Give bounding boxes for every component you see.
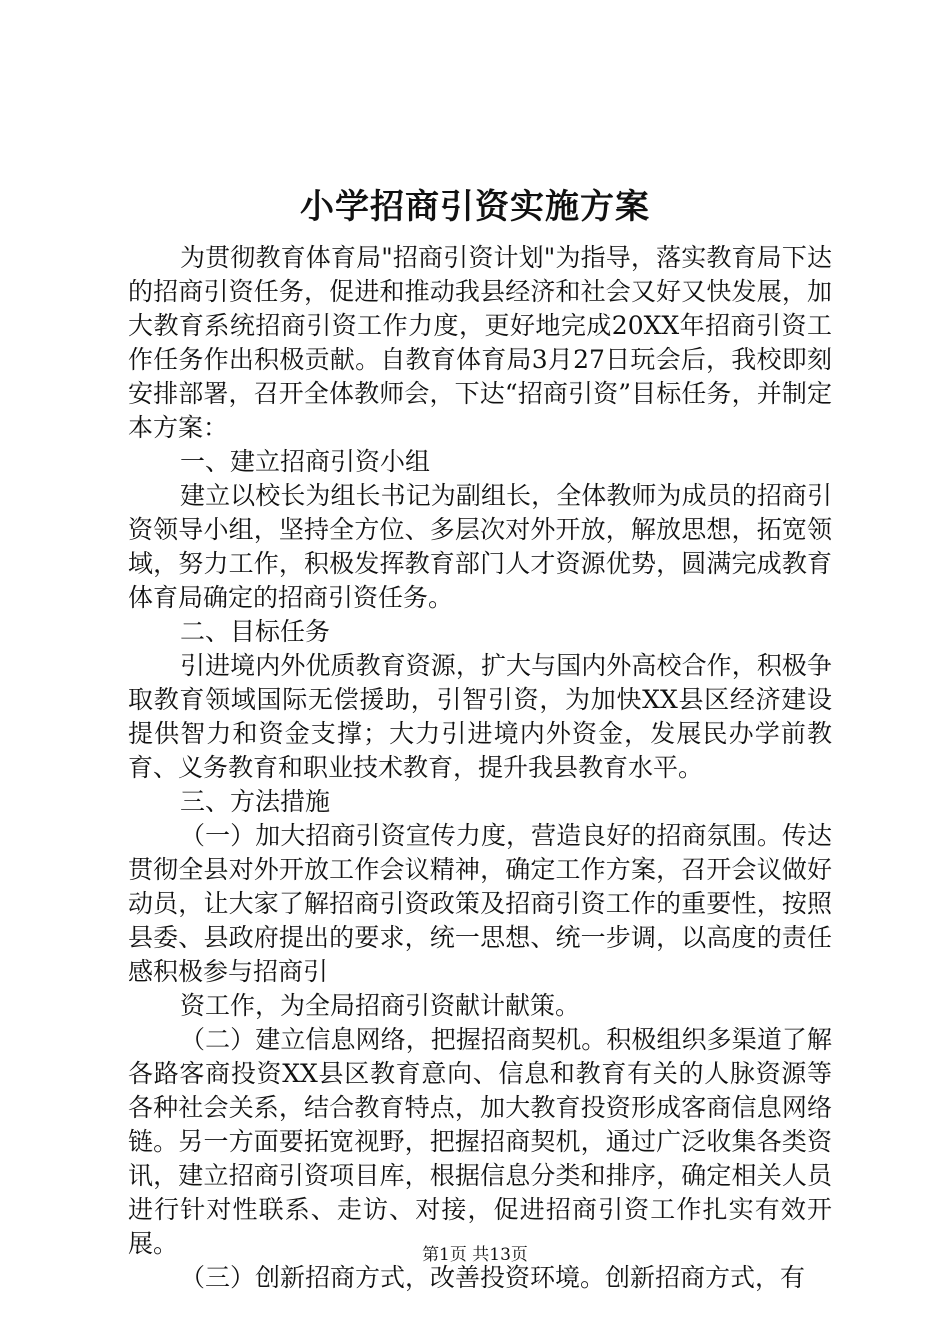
paragraph-measure-1: （一）加大招商引资宣传力度，营造良好的招商氛围。传达贯彻全县对外开放工作会议精神，确定工作方案，召开会议做好动员，让大家了解招商引资政策及招商引资工作的重要性，按照县委、县政府提出的要求，统一思想、统一步调，以高度的责任感积极参与招商引 <box>128 821 832 986</box>
paragraph-intro: 为贯彻教育体育局"招商引资计划"为指导，落实教育局下达的招商引资任务，促进和推动我县经济和社会又好又快发展，加大教育系统招商引资工作力度，更好地完成20XX年招商引资工作任务作出积极贡献。自教育体育局3月27日玩会后，我校即刻安排部署，召开全体教师会，下达“招商引资”目标任务，并制定本方案： <box>128 243 832 442</box>
document-body <box>128 241 832 1295</box>
section-heading-2: 二、目标任务 <box>180 617 331 646</box>
paragraph-measure-3: （三）创新招商方式，改善投资环境。创新招商方式，有 <box>180 1263 806 1292</box>
page-number-footer: 第1页 共13页 <box>422 1245 528 1265</box>
paragraph-section-1: 建立以校长为组长书记为副组长，全体教师为成员的招商引资领导小组，坚持全方位、多层次对外开放，解放思想，拓宽领域，努力工作，积极发挥教育部门人才资源优势，圆满完成教育体育局确定的招商引资任务。 <box>128 481 832 612</box>
section-heading-1: 一、建立招商引资小组 <box>180 447 431 476</box>
document-title: 小学招商引资实施方案 <box>300 187 650 227</box>
paragraph-section-2: 引进境内外优质教育资源，扩大与国内外高校合作，积极争取教育领域国际无偿援助，引智引资，为加快XX县区经济建设提供智力和资金支撑；大力引进境内外资金，发展民办学前教育、义务教育和职业技术教育，提升我县教育水平。 <box>128 651 832 782</box>
paragraph-measure-2: （二）建立信息网络，把握招商契机。积极组织多渠道了解各路客商投资XX县区教育意向、信息和教育有关的人脉资源等各种社会关系，结合教育特点，加大教育投资形成客商信息网络链。另一方面要拓宽视野，把握招商契机，通过广泛收集各类资讯，建立招商引资项目库，根据信息分类和排序，确定相关人员进行针对性联系、走访、对接，促进招商引资工作扎实有效开展。 <box>128 1025 832 1258</box>
section-heading-3: 三、方法措施 <box>180 787 331 816</box>
paragraph-measure-1-continued: 资工作，为全局招商引资献计献策。 <box>180 991 581 1020</box>
